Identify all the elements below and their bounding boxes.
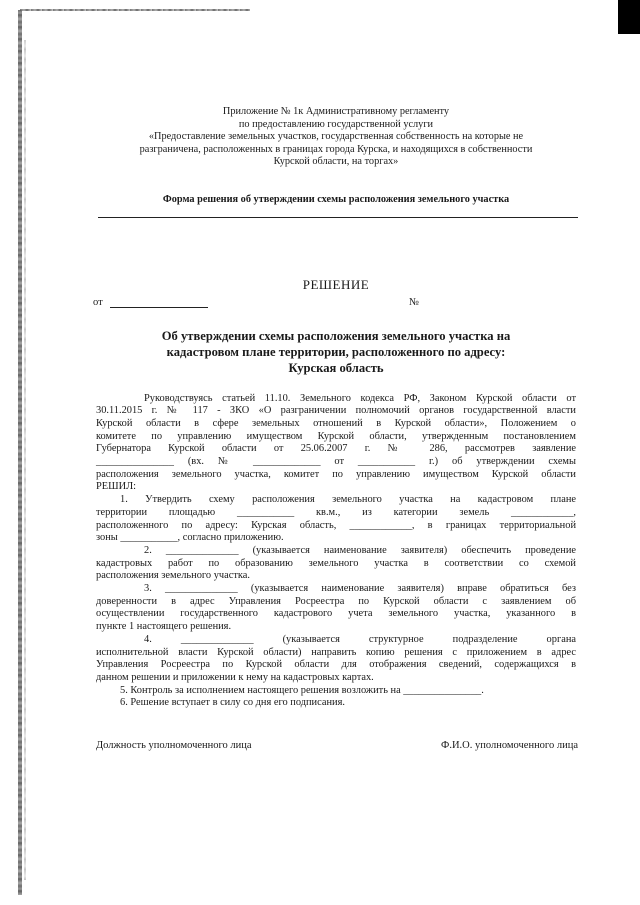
- item-line: 3. ______________ (указывается наименование заявителя) вправе обратиться без: [144, 583, 576, 595]
- item-line: 1. Утвердить схему расположения земельного участка на кадастровом плане: [120, 494, 576, 506]
- title-line: Об утверждении схемы расположения земельного участка на: [161, 328, 511, 343]
- preamble-line: расположения земельного участка, комитет по управлению имуществом Курской области: [96, 468, 576, 480]
- item-line: исполнительной власти Курской области) направить копию решения с приложением в адрес: [96, 646, 576, 658]
- item-2: [96, 545, 576, 583]
- resolved-word: РЕШИЛ:: [96, 481, 137, 493]
- signatory-position: Должность уполномоченного лица: [96, 740, 252, 752]
- item-line: доверенности в адрес Управления Росреестра по Курской области с заявлением об: [96, 595, 576, 607]
- item-line: зоны ___________, согласно приложению.: [96, 532, 284, 544]
- title-line: кадастровом плане территории, расположенного по адресу:: [166, 344, 506, 359]
- date-number-row: [93, 296, 576, 311]
- preamble-line: Губернатора Курской области от 25.06.2007 г. № 286, рассмотрев заявление: [96, 443, 576, 455]
- document-title: [96, 328, 576, 376]
- preamble-paragraph: [96, 393, 576, 495]
- preamble-line: Руководствуясь статьей 11.10. Земельного кодекса РФ, Законом Курской области от: [144, 392, 576, 404]
- item-line: территории площадью ___________ кв.м., из категории земель ____________,: [96, 506, 576, 518]
- scan-corner-mark: [618, 0, 640, 34]
- item-line: данном решении и приложении к нему на кадастровых картах.: [96, 671, 374, 683]
- number-sign: №: [409, 296, 420, 308]
- preamble-line: 30.11.2015 г. № 117 - ЗКО «О разграничении полномочий органов государственной власти: [96, 405, 576, 417]
- item-line: Управления Росреестра по Курской области для отображения сведений, содержащихся в: [96, 659, 576, 671]
- divider-line: [98, 217, 578, 218]
- item-1: [96, 494, 576, 545]
- item-line: расположения земельного участка.: [96, 570, 250, 582]
- item-line: осуществлении государственного кадастрового учета земельного участка, указанного в: [96, 608, 576, 620]
- header-line: «Предоставление земельных участков, государственная собственность на которые не: [148, 131, 524, 142]
- date-blank-line: [110, 307, 208, 308]
- item-line: пункте 1 настоящего решения.: [96, 621, 232, 633]
- preamble-line: Курской области в сфере земельных отношений в Курской области», Положением о: [96, 417, 576, 429]
- signature-row: [96, 740, 576, 754]
- signatory-name: Ф.И.О. уполномоченного лица: [441, 740, 578, 752]
- header-line: по предоставлению государственной услуги: [238, 118, 434, 130]
- item-line: 5. Контроль за исполнением настоящего решения возложить на _______________.: [120, 684, 484, 696]
- scan-edge-left-inner: [24, 40, 26, 880]
- title-line: Курская область: [288, 360, 384, 375]
- header-line: Приложение № 1к Административному регламенту: [222, 106, 450, 117]
- item-line: 6. Решение вступает в силу со дня его подписания.: [120, 697, 345, 709]
- item-line: расположенного по адресу: Курская область, ____________, в границах территориальной: [96, 519, 576, 531]
- header-line: разграничена, расположенных в границах города Курска, и находящихся в собственности: [139, 143, 533, 155]
- document-body: [96, 393, 576, 711]
- preamble-line: комитете по управлению имуществом Курской области, утвержденным постановлением: [96, 430, 576, 442]
- scan-edge-left: [18, 10, 22, 895]
- decision-heading: РЕШЕНИЕ: [302, 277, 370, 292]
- item-3: [96, 583, 576, 634]
- item-5: [96, 685, 576, 698]
- item-line: 4. ______________ (указывается структурное подразделение органа: [144, 633, 576, 645]
- item-line: кадастровых работ по образованию земельного участка в соответствии со схемой: [96, 557, 576, 569]
- scan-edge-top: [20, 9, 250, 11]
- form-title: Форма решения об утверждении схемы расположения земельного участка: [162, 193, 510, 205]
- item-4: [96, 634, 576, 685]
- preamble-line: _______________ (вх. № _____________ от ___________ г.) об утверждении схемы: [96, 456, 576, 468]
- header-line: Курской области, на торгах»: [273, 156, 399, 167]
- document-page: [93, 106, 578, 754]
- item-line: 2. ______________ (указывается наименование заявителя) обеспечить проведение: [144, 544, 576, 556]
- item-6: [96, 697, 576, 710]
- date-prefix: от: [93, 296, 103, 308]
- appendix-header: [96, 106, 576, 169]
